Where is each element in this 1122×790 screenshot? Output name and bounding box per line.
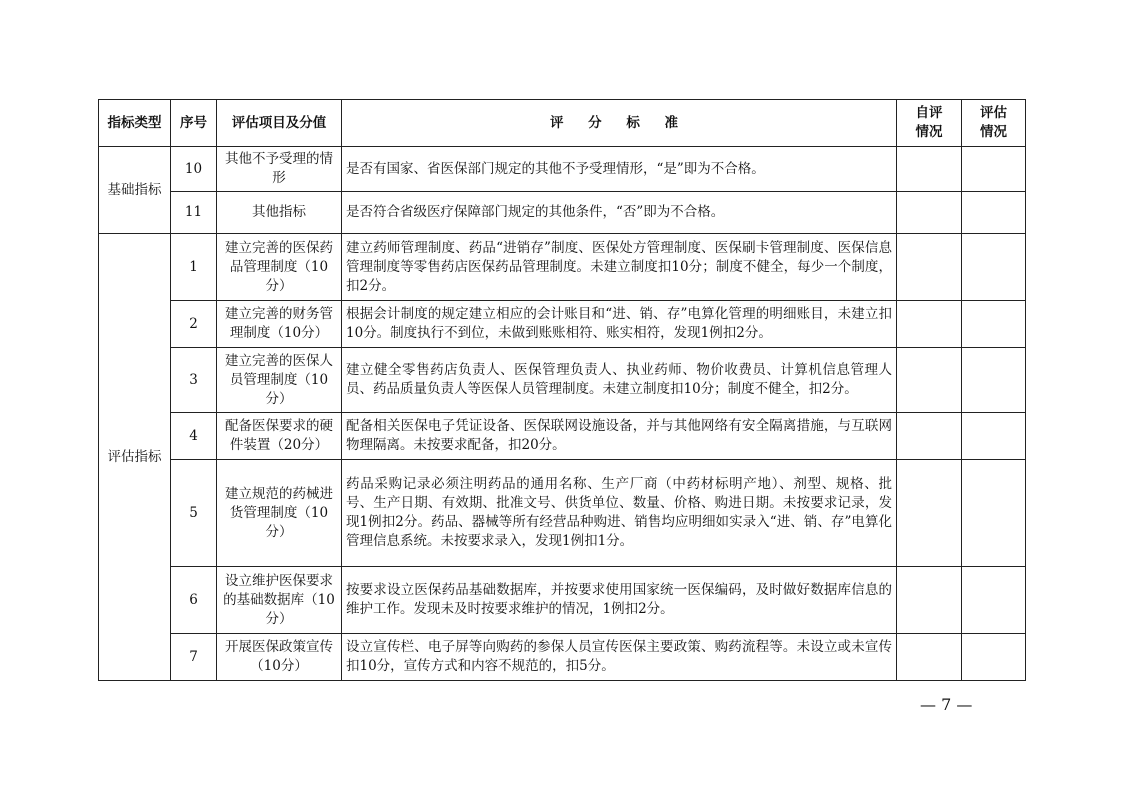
row-no: 2 (171, 301, 217, 348)
row-item: 建立完善的医保人员管理制度（10分） (217, 348, 342, 413)
header-row (99, 100, 1026, 147)
header-criteria: 评 分 标 准 (342, 100, 897, 147)
row-criteria: 建立药师管理制度、药品“进销存”制度、医保处方管理制度、医保刷卡管理制度、医保信息管理制度等零售药店医保药品管理制度。未建立制度扣10分；制度不健全，每少一个制度，扣2分。 (342, 234, 897, 301)
row-criteria: 按要求设立医保药品基础数据库，并按要求使用国家统一医保编码，及时做好数据库信息的维护工作。发现未及时按要求维护的情况，1例扣2分。 (342, 567, 897, 634)
assess-cell[interactable] (962, 147, 1026, 192)
table-row (99, 460, 1026, 567)
row-no: 11 (171, 192, 217, 234)
header-self-eval-label: 自评 情况 (915, 105, 943, 140)
assess-cell[interactable] (962, 634, 1026, 681)
table-row (99, 234, 1026, 301)
table-row (99, 413, 1026, 460)
table-row (99, 634, 1026, 681)
row-criteria: 是否符合省级医疗保障部门规定的其他条件，“否”即为不合格。 (342, 192, 897, 234)
header-self-eval (897, 100, 962, 147)
row-item: 建立完善的财务管理制度（10分） (217, 301, 342, 348)
page-number: — 7 — (920, 695, 973, 714)
header-item: 评估项目及分值 (217, 100, 342, 147)
assess-cell[interactable] (962, 348, 1026, 413)
self-eval-cell[interactable] (897, 460, 962, 567)
assess-cell[interactable] (962, 192, 1026, 234)
row-item: 建立规范的药械进货管理制度（10分） (217, 460, 342, 567)
assess-cell[interactable] (962, 460, 1026, 567)
row-item: 配备医保要求的硬件装置（20分） (217, 413, 342, 460)
table-row (99, 192, 1026, 234)
table-row (99, 348, 1026, 413)
row-no: 1 (171, 234, 217, 301)
evaluation-table (98, 99, 1026, 681)
row-criteria: 药品采购记录必须注明药品的通用名称、生产厂商（中药材标明产地）、剂型、规格、批号、生产日期、有效期、批准文号、供货单位、数量、价格、购进日期。未按要求记录，发现1例扣2分。药品、器械等所有经营品种购进、销售均应明细如实录入“进、销、存”电算化管理信息系统。未按要求录入，发现1例扣1分。 (342, 460, 897, 567)
row-item: 设立维护医保要求的基础数据库（10分） (217, 567, 342, 634)
header-assess (962, 100, 1026, 147)
row-no: 5 (171, 460, 217, 567)
row-criteria: 根据会计制度的规定建立相应的会计账目和“进、销、存”电算化管理的明细账目，未建立扣10分。制度执行不到位，未做到账账相符、账实相符，发现1例扣2分。 (342, 301, 897, 348)
table-row (99, 567, 1026, 634)
row-no: 10 (171, 147, 217, 192)
self-eval-cell[interactable] (897, 634, 962, 681)
self-eval-cell[interactable] (897, 413, 962, 460)
row-item: 其他指标 (217, 192, 342, 234)
row-no: 6 (171, 567, 217, 634)
row-criteria: 设立宣传栏、电子屏等向购药的参保人员宣传医保主要政策、购药流程等。未设立或未宣传扣10分，宣传方式和内容不规范的，扣5分。 (342, 634, 897, 681)
self-eval-cell[interactable] (897, 147, 962, 192)
category-evaluation: 评估指标 (99, 234, 171, 681)
header-type: 指标类型 (99, 100, 171, 147)
row-item: 开展医保政策宣传（10分） (217, 634, 342, 681)
row-criteria: 配备相关医保电子凭证设备、医保联网设施设备，并与其他网络有安全隔离措施，与互联网物理隔离。未按要求配备，扣20分。 (342, 413, 897, 460)
self-eval-cell[interactable] (897, 567, 962, 634)
row-no: 7 (171, 634, 217, 681)
row-no: 4 (171, 413, 217, 460)
assess-cell[interactable] (962, 567, 1026, 634)
self-eval-cell[interactable] (897, 192, 962, 234)
row-no: 3 (171, 348, 217, 413)
row-criteria: 建立健全零售药店负责人、医保管理负责人、执业药师、物价收费员、计算机信息管理人员、药品质量负责人等医保人员管理制度。未建立制度扣10分；制度不健全，扣2分。 (342, 348, 897, 413)
table-row (99, 147, 1026, 192)
assess-cell[interactable] (962, 413, 1026, 460)
table-row (99, 301, 1026, 348)
header-no: 序号 (171, 100, 217, 147)
row-criteria: 是否有国家、省医保部门规定的其他不予受理情形，“是”即为不合格。 (342, 147, 897, 192)
assess-cell[interactable] (962, 301, 1026, 348)
self-eval-cell[interactable] (897, 234, 962, 301)
self-eval-cell[interactable] (897, 348, 962, 413)
category-basic: 基础指标 (99, 147, 171, 234)
row-item: 其他不予受理的情形 (217, 147, 342, 192)
row-item: 建立完善的医保药品管理制度（10分） (217, 234, 342, 301)
header-assess-label: 评估 情况 (980, 105, 1007, 140)
self-eval-cell[interactable] (897, 301, 962, 348)
assess-cell[interactable] (962, 234, 1026, 301)
